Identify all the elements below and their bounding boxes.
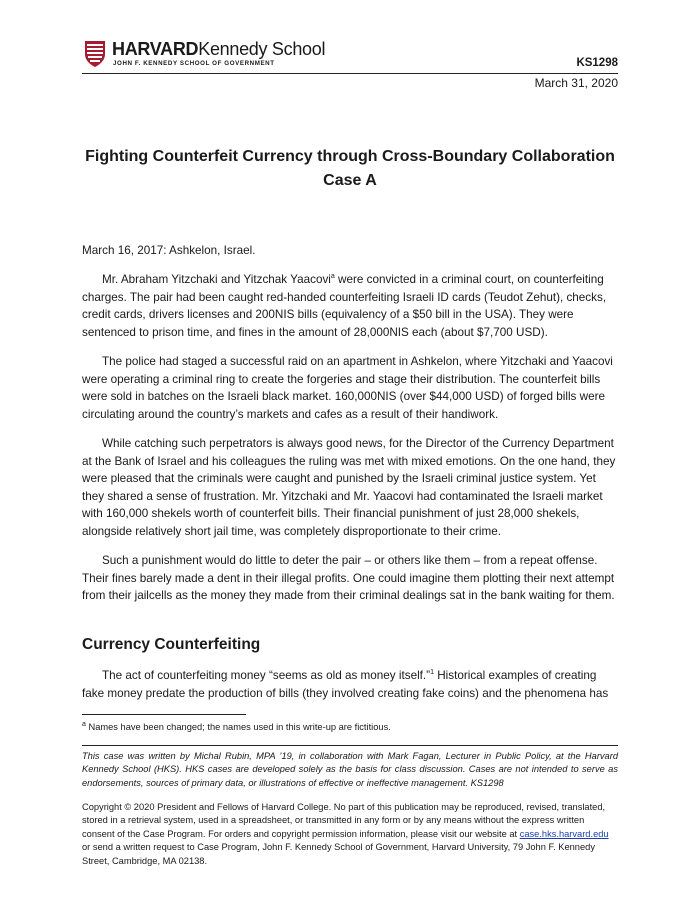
hks-logo	[84, 40, 324, 70]
paragraph-4: Such a punishment would do little to deter the pair – or others like them – from a repeat offense. Their fines barely made a dent in their illegal profits. One could imagine them plotting their next attempt from their jailcells as the money they made from their criminal dealings sat in the bank waiting for them.	[82, 554, 615, 603]
paragraph-2: The police had staged a successful raid on an apartment in Ashkelon, where Yitzchaki and Yaacovi were operating a criminal ring to create the forgeries and stage their distribution. The counterfeit bills were sold in batches on the Israeli black market. 160,000NIS (over $44,000 USD) of forged bills were circulating around the country’s markets and cafes as a result of their handiwork.	[82, 355, 613, 421]
footnote-a: $^a$ Names have been changed; the names used in this write-up are fictitious.	[82, 720, 391, 732]
title-line-1: Fighting Counterfeit Currency through Cross-Boundary Collaboration	[85, 148, 615, 165]
header-divider	[82, 73, 618, 74]
publication-date: March 31, 2020	[534, 76, 618, 90]
logo-wordmark: HARVARDKennedy School	[112, 39, 326, 59]
copyright-notice: Copyright © 2020 President and Fellows of Harvard College. No part of this publication may be reproduced, revised, translated, stored in a retrieval system, used in a spreadsheet, or transmitted in any form or by any means without the express written consent of the Case Program. For orders and copyright permission information, please visit our website at case.hks.harvard.edu or send a written request to Case Program, John F. Kennedy School of Government, Harvard University, 79 John F. Kennedy Street, Cambridge, MA 02138.	[82, 802, 609, 866]
section-heading: Currency Counterfeiting	[82, 636, 261, 653]
harvard-shield-icon	[84, 40, 106, 68]
case-authorship-note: This case was written by Michal Rubin, MPA ’19, in collaboration with Mark Fagan, Lecturer in Public Policy, at the Harvard Kennedy School (HKS). HKS cases are developed solely as the basis for class discussion. Cases are not intended to serve as endorsements, sources of primary data, or illustrations of effective or ineffective management. KS1298	[82, 751, 618, 788]
logo-subtitle: JOHN F. KENNEDY SCHOOL OF GOVERNMENT	[113, 60, 275, 67]
footnote-marker-1: 1	[430, 669, 434, 677]
paragraph-5: The act of counterfeiting money “seems as old as money itself.”$^1$ Historical examples of creating fake money predate the production of bills (they involved creating fake coins) and the phenomena has	[82, 669, 609, 700]
footnote-marker-a: a	[330, 273, 335, 281]
case-code: KS1298	[576, 57, 618, 69]
case-program-link[interactable]: case.hks.harvard.edu	[519, 828, 609, 839]
dateline: March 16, 2017: Ashkelon, Israel.	[82, 244, 256, 257]
footnote-divider	[82, 714, 246, 715]
title-line-2: Case A	[323, 172, 377, 189]
paragraph-3: While catching such perpetrators is always good news, for the Director of the Currency Department at the Bank of Israel and his colleagues the ruling was met with mixed emotions. On the one hand, they were pleased that the criminals were caught and punished by the Israeli criminal justice system. Yet they shared a sense of frustration. Mr. Yitzchaki and Mr. Yaacovi had contaminated the Israeli market with 160,000 shekels worth of counterfeit bills. Their financial punishment of just 28,000 shekels, alongside relatively short jail time, was completely disproportionate to their crime.	[82, 437, 616, 538]
paragraph-1: Mr. Abraham Yitzchaki and Yitzchak Yaacovi$^a$ were convicted in a criminal court, on counterfeiting charges. The pair had been caught red-handed counterfeiting Israeli ID cards (Teudot Zehut), checks, credit cards, drivers licenses and 200NIS bills (equivalency of a $50 bill in the USA). They were sentenced to prison time, and fines in the amount of 28,000NIS each (about $7,700 USD).	[82, 273, 607, 339]
document-title	[82, 145, 618, 193]
case-note-divider	[82, 745, 618, 746]
